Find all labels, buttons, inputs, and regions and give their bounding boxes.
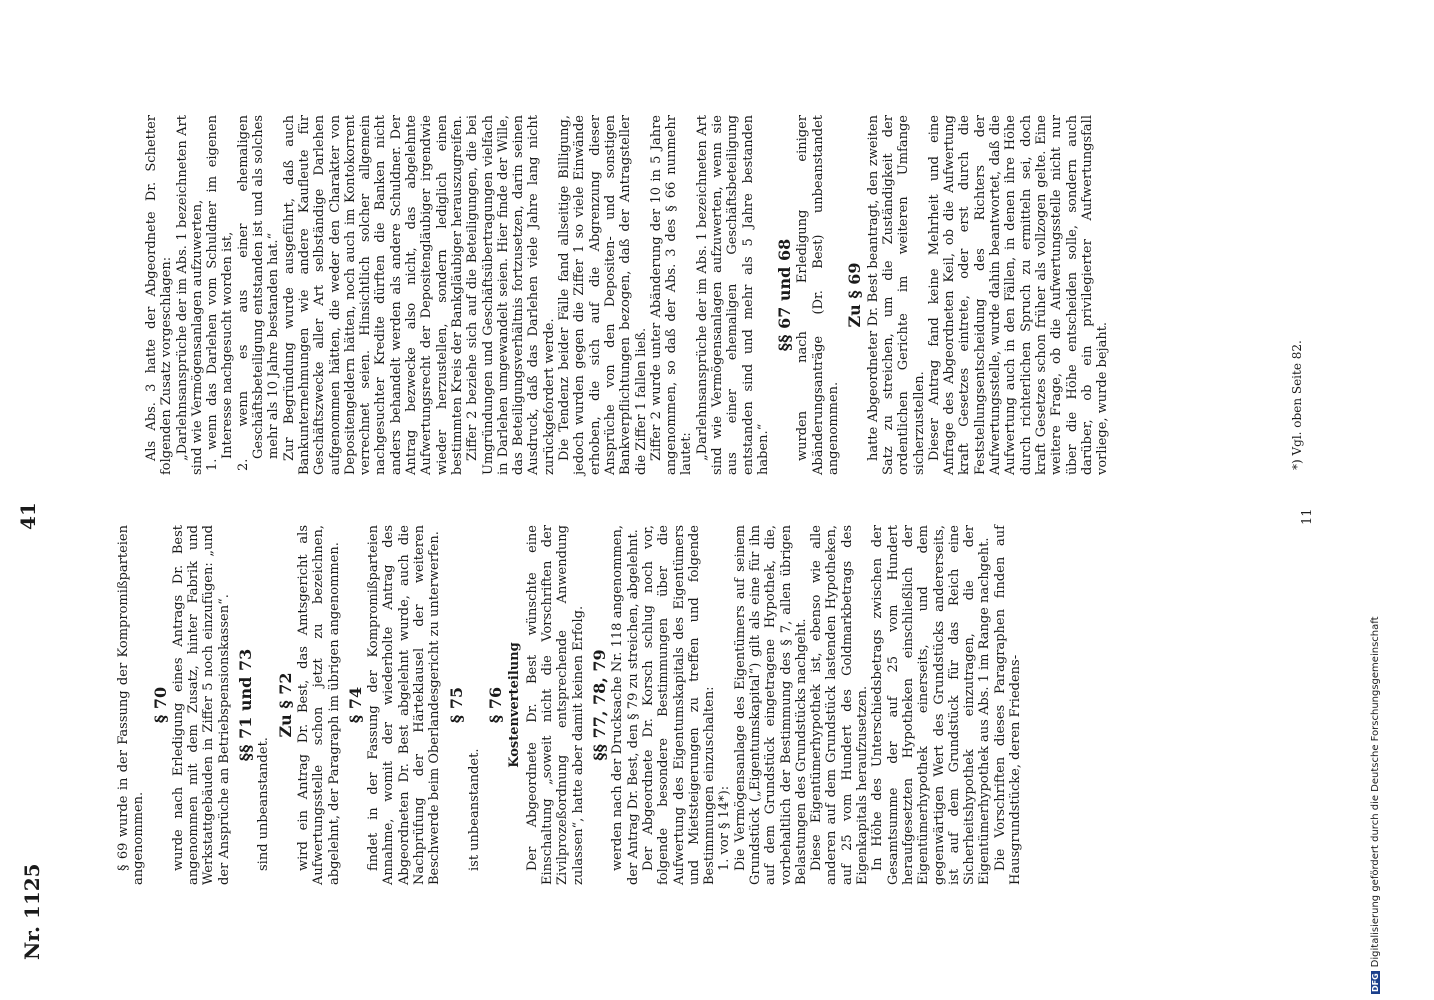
section-subheading: Kostenverteilung (506, 642, 522, 768)
paragraph: § 69 wurde in der Fassung der Kompromißparteien angenommen. (116, 525, 147, 885)
paragraph: Dieser Antrag fand keine Mehrheit und eine Anfrage des Abgeordneten Keil, ob die Aufwertung kraft Gesetzes eintrete, oder erst durch die Feststellungsentscheidung des Richters der Aufwertungsstelle, wurde dahin beantwortet, daß die Aufwertung auch in den Fällen, in denen ihre Höhe durch richterlichen Spruch zu ermitteln sei, doch kraft Gesetzes schon früher als vollzogen gelte. Eine weitere Frage, ob die Aufwertungsstelle nicht nur über die Höhe entscheiden solle, sondern auch darüber, ob ein privilegierter Aufwertungsfall vorliege, wurde bejaht. (926, 115, 1111, 475)
paragraph: Der Abgeordnete Dr. Korsch schlug noch vor, folgende besondere Bestimmungen über die Aufwertung des Eigentumskapitals des Eigentümers und Mietsteigerungen zu treffen und folgende Bestimmungen einzuschalten: (640, 525, 718, 885)
paragraph: sind unbeanstandet. (256, 737, 272, 871)
section-heading: § 70 (150, 686, 170, 724)
section-heading: § 74 (345, 686, 365, 724)
paragraph: Zur Begründung wurde ausgeführt, daß auch Bankunternehmungen wie andere Kaufleute für Geschäftszwecke aller Art selbständige Darlehen aufgenommen hätten, die weder den Charakter von Depositengeldern hätten, noch auch im Kontokorrent verrechnet seien. Hinsichtlich solcher allgemein nachgesuchter Kredite dürften die Banken nicht anders behandelt werden als andere Schuldner. Der Antrag bezwecke also nicht, das abgelehnte Aufwertungsrecht der Depositengläubiger irgendwie wieder herzustellen, sondern lediglich einen bestimmten Kreis der Bankgläubiger herauszugreifen. (281, 115, 465, 475)
section-heading: §§ 67 und 68 (775, 238, 795, 352)
paragraph: Die Vermögensanlage des Eigentümers auf seinem Grundstück („Eigentumskapital“) gilt als eine für ihn auf dem Grundstück eingetragene Hypothek, die, vorbehaltlich der Bestimmung des § 7, allen übrigen Belastungen des Grundstücks nachgeht. (732, 525, 809, 885)
paragraph: ist unbeanstandet. (466, 748, 482, 871)
paragraph: Die Tendenz beider Fälle fand allseitige Billigung, jedoch wurden gegen die Ziffer 1 so viele Einwände erhoben, die sich auf die Abgrenzung dieser Ansprüche von den Depositen- und sonstigen Bankverpflichtungen bezogen, daß der Antragsteller die Ziffer 1 fallen ließ. (557, 115, 649, 475)
paragraph: Als Abs. 3 hatte der Abgeordnete Dr. Schetter folgenden Zusatz vorgeschlagen: (144, 115, 175, 475)
enumerated-item: 2. wenn es aus einer ehemaligen Geschäftsbeteiligung entstanden ist und als solches mehr als 10 Jahre bestanden hat.“ (235, 115, 282, 471)
section-heading: Zu § 69 (845, 262, 865, 328)
paragraph: Die Vorschriften dieses Paragraphen finden auf Hausgrundstücke, deren Friedens- (992, 525, 1024, 885)
paragraph: wird ein Antrag Dr. Best, das Amtsgericht als Aufwertungsstelle schon jetzt zu bezeichnen, abgelehnt, der Paragraph im übrigen angenommen. (295, 525, 342, 885)
digitization-credit-text: Digitalisierung gefördert durch die Deutsche Forschungsgemeinschaft (1370, 616, 1381, 968)
section-heading: §§ 71 und 73 (236, 648, 256, 762)
paragraph: wurde nach Erledigung eines Antrags Dr. Best angenommen mit dem Zusatz, hinter Fabrik und Werkstattgebäuden in Ziffer 5 noch einzufügen: „und der Ansprüche an Betriebspensionskassen“. (170, 525, 232, 885)
right-text-column (144, 115, 1110, 475)
section-heading: §§ 77, 78, 79 (590, 649, 610, 761)
page-number: 41 (16, 502, 40, 530)
paragraph: findet in der Fassung der Kompromißparteien Annahme, womit der wiederholte Antrag des Abgeordneten Dr. Best abgelehnt wurde, auch die Nachprüfung der Härteklausel der weiteren Beschwerde beim Oberlandesgericht zu unterwerfen. (366, 525, 443, 885)
paragraph: 1. vor § 14*): (717, 785, 733, 871)
paragraph: Ziffer 2 beziehe sich auf die Beteiligungen, die bei Umgründungen und Geschäftsübertragungen vielfach in Darlehen umgewandelt seien. Hier finde der Wille, das Beteiligungsverhältnis fortzusetzen, darin seinen Ausdruck, daß das Darlehen viele Jahre lang nicht zurückgefordert werde. (465, 115, 557, 475)
paragraph: „Darlehnsansprüche der im Abs. 1 bezeichneten Art sind wie Vermögensanlagen aufzuwerten, (174, 115, 205, 475)
footnote: *) Vgl. oben Seite 82. (1290, 340, 1304, 470)
paragraph: wurden nach Erledigung einiger Abänderungsanträge (Dr. Best) unbeanstandet angenommen. (795, 115, 842, 475)
page-header-issue-number: Nr. 1125 (20, 863, 44, 960)
digitization-credit (1370, 616, 1381, 994)
paragraph: In Höhe des Unterschiedsbetrags zwischen der Gesamtsumme der auf 25 vom Hundert heraufgesetzten Hypotheken einschließlich der Eigentümerhypothek einerseits, und dem gegenwärtigen Wert des Grundstücks andererseits, ist auf dem Grundstück für das Reich eine Sicherheitshypothek einzutragen, die der Eigentümerhypothek aus Abs. 1 im Range nachgeht. (870, 525, 993, 885)
paragraph: hatte Abgeordneter Dr. Best beantragt, den zweiten Satz zu streichen, um die Zuständigkeit der ordentlichen Gerichte im weiteren Umfange sicherzustellen. (865, 115, 927, 475)
paragraph: Ziffer 2 wurde unter Abänderung der 10 in 5 Jahre angenommen, so daß der Abs. 3 des § 66 nunmehr lautet: (648, 115, 695, 475)
footer-sheet-number: 11 (1300, 508, 1315, 525)
paragraph: Diese Eigentümerhypothek ist, ebenso wie alle anderen auf dem Grundstück lastenden Hypotheken, auf 25 vom Hundert des Goldmarkbetrags des Eigenkapitals heraufzusetzen. (809, 525, 871, 885)
section-heading: § 76 (486, 686, 506, 724)
section-heading: § 75 (446, 686, 466, 724)
paragraph: „Darlehnsansprüche der im Abs. 1 bezeichneten Art sind wie Vermögensanlagen aufzuwerten, wenn sie aus einer ehemaligen Geschäftsbeteiligung entstanden sind und mehr als 5 Jahre bestanden haben.“ (694, 115, 771, 475)
section-heading: Zu § 72 (275, 672, 295, 738)
paragraph: Der Abgeordnete Dr. Best wünschte eine Einschaltung „soweit nicht die Vorschriften der Zivilprozeßordnung entsprechende Anwendung zulassen“, hatte aber damit keinen Erfolg. (524, 525, 586, 885)
left-text-column (116, 525, 1023, 885)
enumerated-item: 1. wenn das Darlehen vom Schuldner im eigenen Interesse nachgesucht worden ist, (205, 115, 236, 471)
dfg-logo-icon: DFG (1371, 973, 1380, 992)
paragraph: werden nach der Drucksache Nr. 118 angenommen, der Antrag Dr. Best, den § 79 zu streichen, abgelehnt. (610, 525, 641, 885)
